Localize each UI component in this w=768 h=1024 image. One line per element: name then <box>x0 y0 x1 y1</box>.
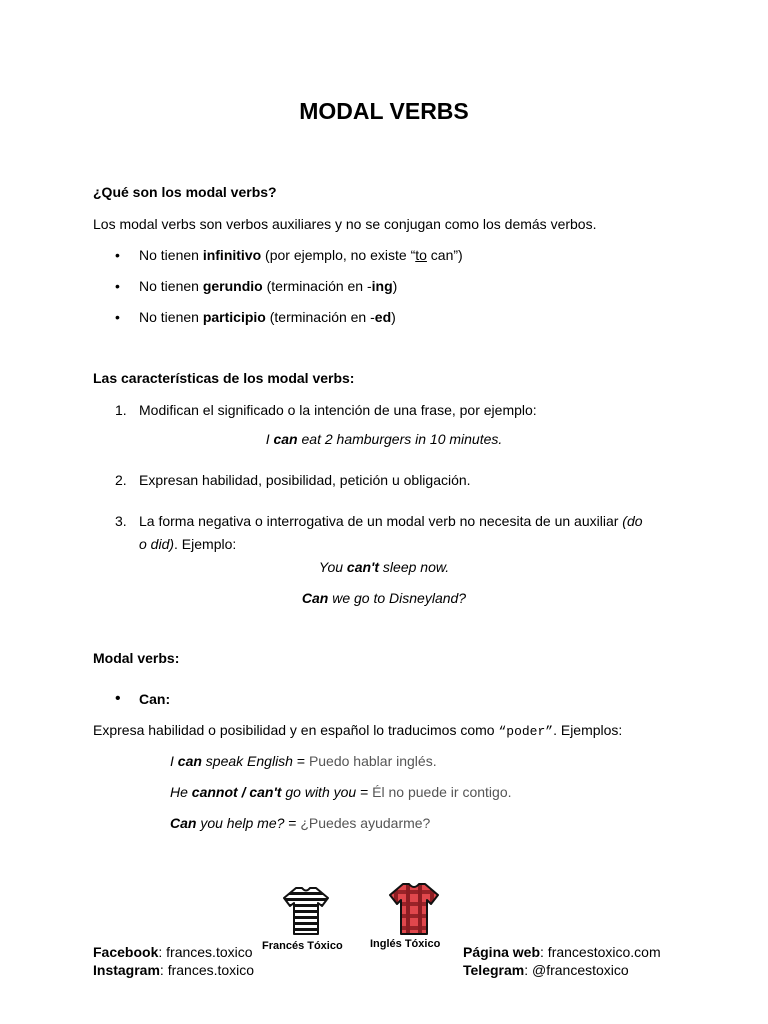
bullet-participio: No tienen participio (terminación en -ed) <box>139 309 396 325</box>
bullet-infinitivo: No tienen infinitivo (por ejemplo, no existe “to can”) <box>139 247 463 263</box>
example-sentence-2: You can't sleep now. <box>318 559 450 575</box>
can-example-2: He cannot / can't go with you = Él no puede ir contigo. <box>170 784 512 800</box>
section-heading-caracteristicas: Las características de los modal verbs: <box>93 370 355 386</box>
footer-facebook: Facebook: frances.toxico <box>93 944 253 960</box>
footer-web: Página web: francestoxico.com <box>463 944 661 960</box>
bullet-marker: • <box>115 247 120 263</box>
striped-shirt-icon <box>282 886 330 939</box>
logo-label-ingles: Inglés Tóxico <box>370 938 441 950</box>
bullet-gerundio: No tienen gerundio (terminación en -ing) <box>139 278 398 294</box>
can-example-1: I can speak English = Puedo hablar inglés. <box>170 753 437 769</box>
list-item-1: Modifican el significado o la intención de una frase, por ejemplo: <box>139 402 537 418</box>
logo-label-frances: Francés Tóxico <box>262 940 343 952</box>
list-number: 3. <box>115 513 127 529</box>
can-example-3: Can you help me? = ¿Puedes ayudarme? <box>170 815 431 831</box>
bullet-marker: • <box>115 278 120 294</box>
footer-instagram: Instagram: frances.toxico <box>93 962 255 978</box>
list-item-2: Expresan habilidad, posibilidad, petición u obligación. <box>139 472 471 488</box>
footer-telegram: Telegram: @francestoxico <box>463 962 629 978</box>
list-number: 2. <box>115 472 127 488</box>
section-heading-que-son: ¿Qué son los modal verbs? <box>93 184 277 200</box>
example-sentence-1: I can eat 2 hamburgers in 10 minutes. <box>265 431 503 447</box>
list-item-3: La forma negativa o interrogativa de un modal verb no necesita de un auxiliar (do <box>139 513 643 529</box>
list-item-3-continued: o did). Ejemplo: <box>139 536 237 552</box>
page-title: MODAL VERBS <box>299 98 469 124</box>
can-description: Expresa habilidad o posibilidad y en español lo traducimos como “poder”. Ejemplos: <box>93 722 623 739</box>
bullet-marker: • <box>115 309 120 325</box>
plaid-shirt-icon <box>388 882 440 939</box>
example-sentence-3: Can we go to Disneyland? <box>301 590 467 606</box>
intro-paragraph: Los modal verbs son verbos auxiliares y no se conjugan como los demás verbos. <box>93 216 597 232</box>
section-heading-modal-verbs: Modal verbs: <box>93 650 180 666</box>
bullet-can: Can: <box>139 691 171 707</box>
list-number: 1. <box>115 402 127 418</box>
bullet-marker: • <box>115 690 121 707</box>
